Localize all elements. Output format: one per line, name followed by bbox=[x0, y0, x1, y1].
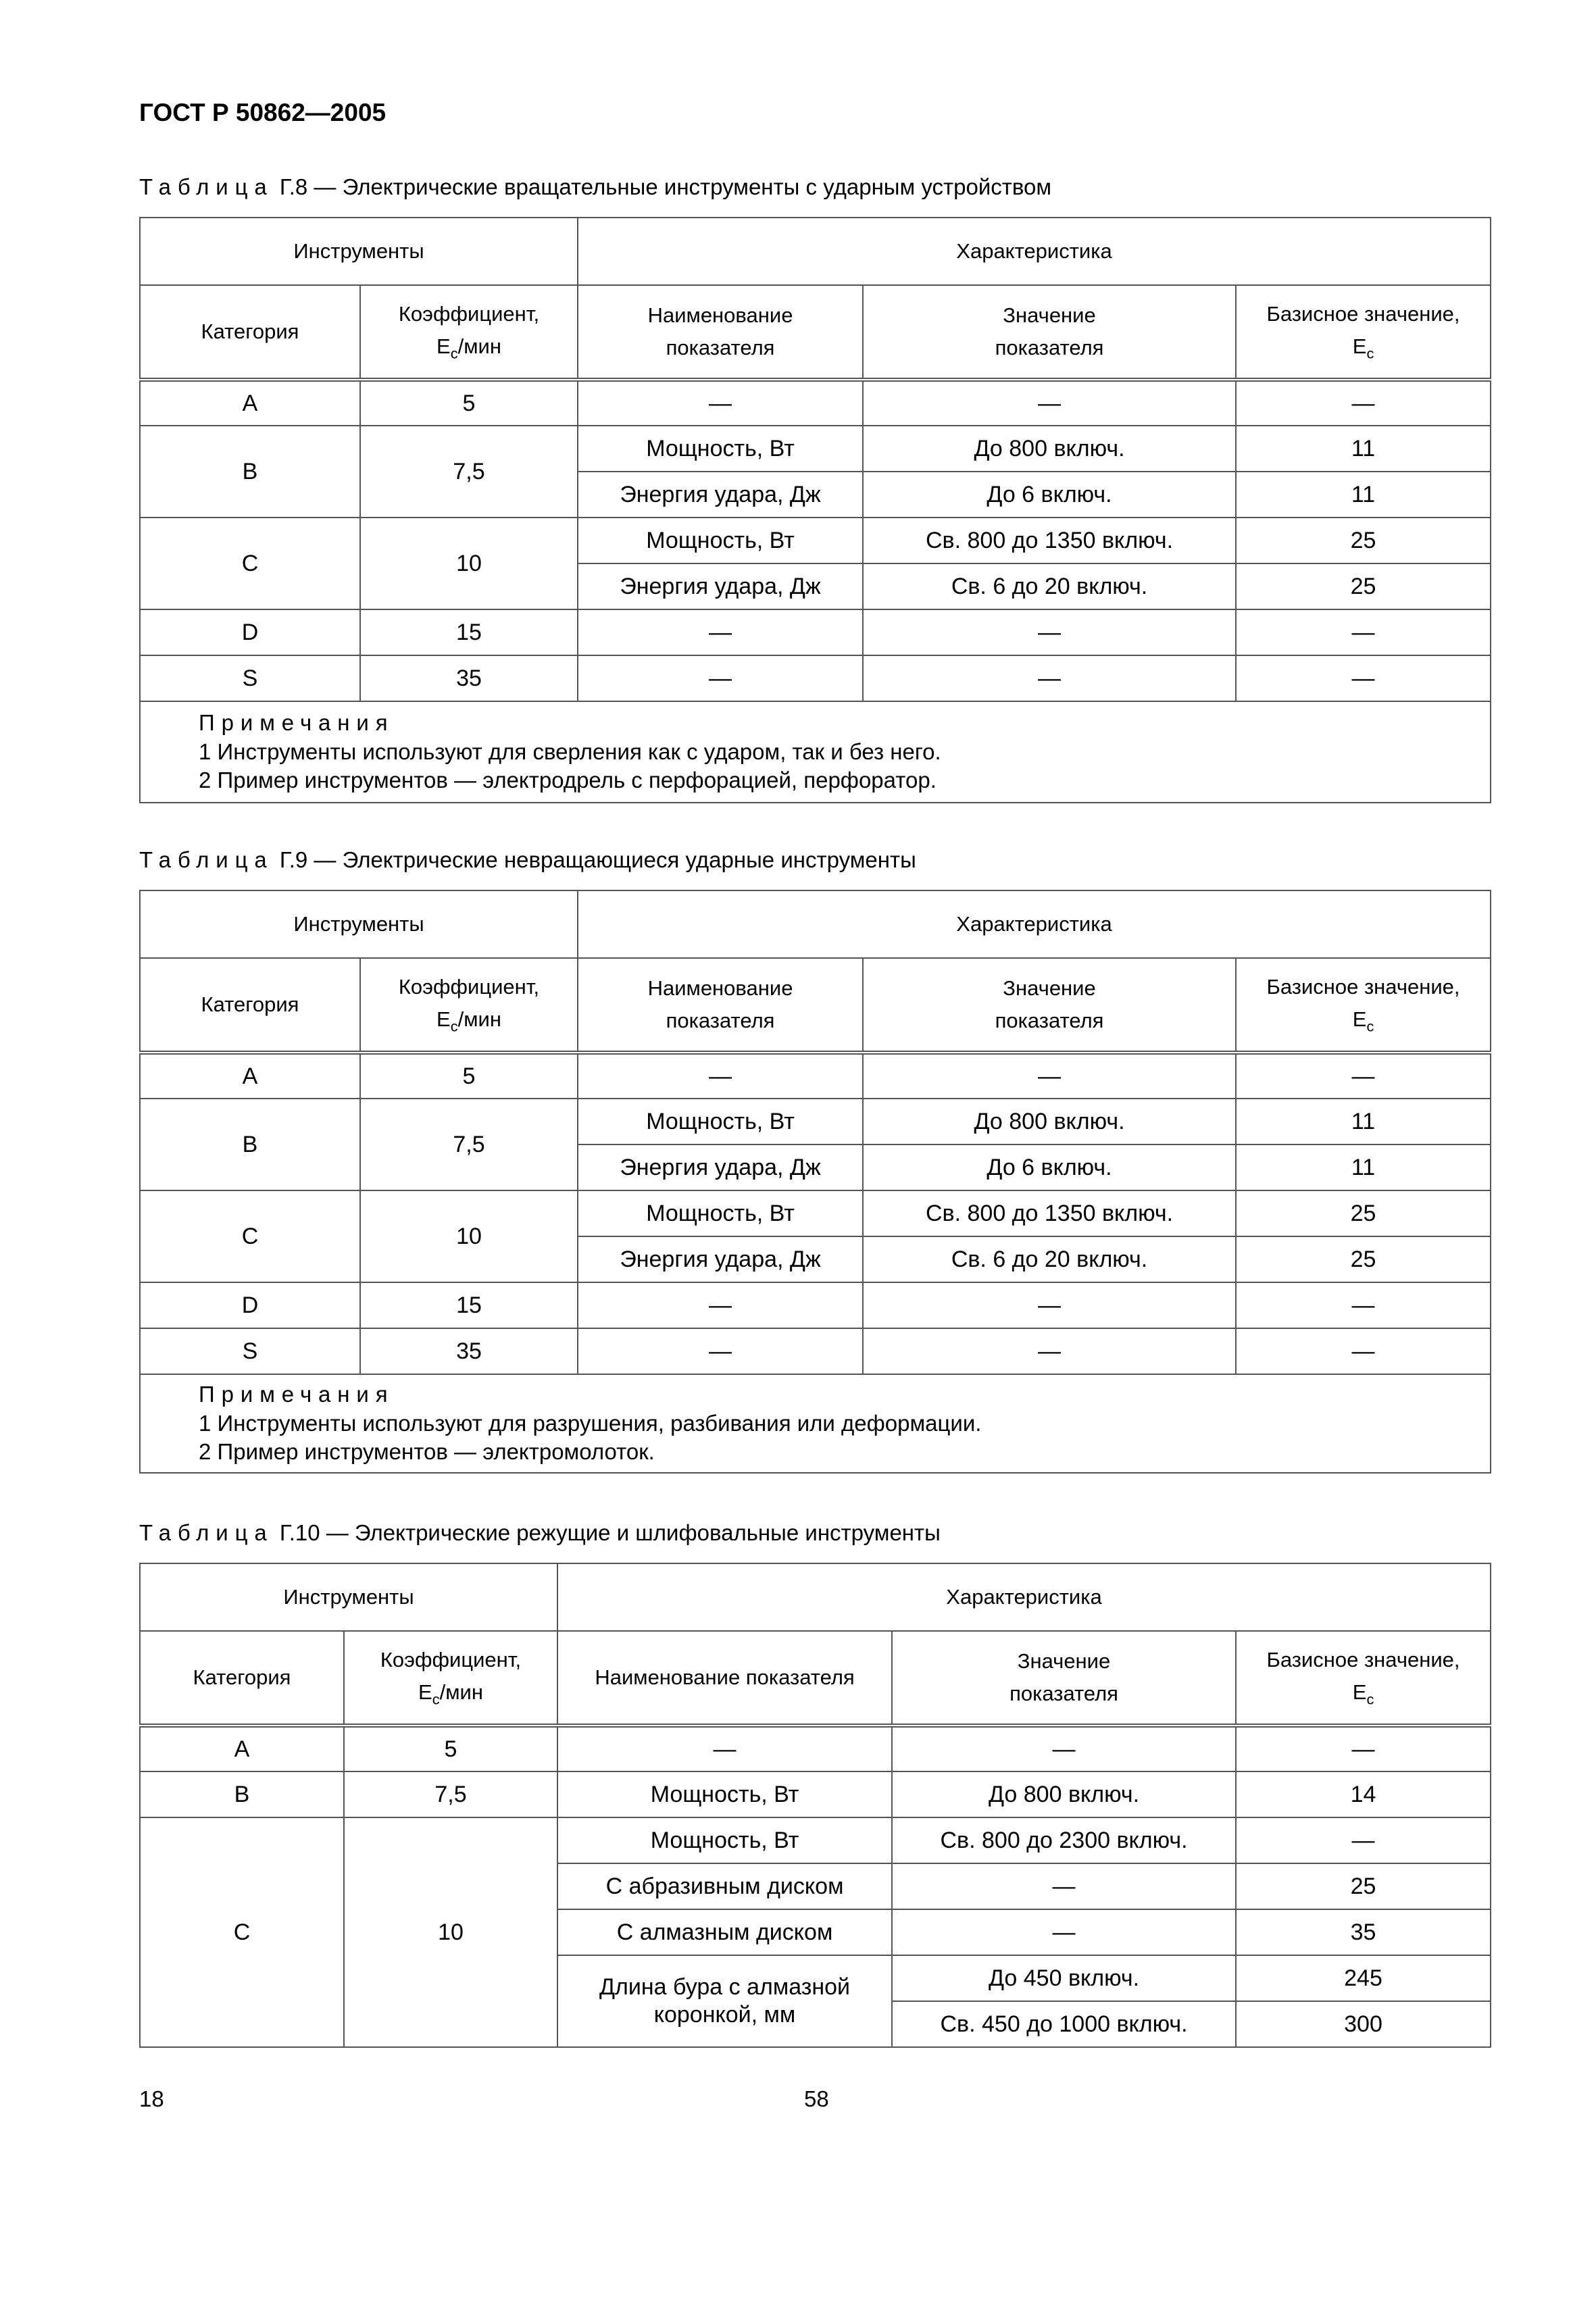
document-code: ГОСТ Р 50862—2005 bbox=[139, 99, 386, 126]
coefficient-header bbox=[360, 958, 578, 1053]
coefficient-header bbox=[360, 285, 578, 380]
cell-base: — bbox=[1236, 1053, 1491, 1099]
table-row bbox=[140, 1053, 1491, 1099]
coefficient-symbol: E bbox=[437, 1007, 451, 1032]
characteristic-header: Характеристика bbox=[557, 1563, 1491, 1631]
cell-value: Св. 6 до 20 включ. bbox=[863, 563, 1236, 609]
cell-base: 11 bbox=[1236, 472, 1491, 518]
notes-title: Примечания bbox=[199, 1381, 395, 1407]
cell-value: До 800 включ. bbox=[863, 1099, 1236, 1145]
coefficient-header bbox=[344, 1631, 557, 1726]
table-row bbox=[140, 1190, 1491, 1236]
coefficient-unit: /мин bbox=[457, 1007, 501, 1032]
table-9-notes bbox=[140, 1374, 1491, 1473]
cell-coefficient: 5 bbox=[360, 1053, 578, 1099]
cell-value: Св. 800 до 1350 включ. bbox=[863, 518, 1236, 563]
cell-name: Мощность, Вт bbox=[578, 426, 863, 472]
cell-coefficient: 35 bbox=[360, 1328, 578, 1374]
cell-value: До 800 включ. bbox=[892, 1771, 1236, 1817]
table-row bbox=[140, 218, 1491, 285]
cell-coefficient: 7,5 bbox=[360, 1099, 578, 1190]
cell-base: 14 bbox=[1236, 1771, 1491, 1817]
cell-coefficient: 10 bbox=[360, 1190, 578, 1282]
name-header-line2: показателя bbox=[666, 1009, 775, 1032]
cell-name: — bbox=[578, 380, 863, 426]
cell-category: C bbox=[140, 518, 360, 609]
cell-base: — bbox=[1236, 655, 1491, 701]
cell-base: 245 bbox=[1236, 1955, 1491, 2001]
table-10-caption-text: Г.10 — Электрические режущие и шлифовальные инструменты bbox=[273, 1520, 941, 1545]
cell-base: 25 bbox=[1236, 1236, 1491, 1282]
cell-coefficient: 7,5 bbox=[344, 1771, 557, 1817]
coefficient-subscript: c bbox=[450, 1018, 458, 1035]
name-header bbox=[578, 285, 863, 380]
coefficient-label: Коэффициент, bbox=[380, 1648, 522, 1672]
table-row bbox=[140, 890, 1491, 958]
base-value-subscript: c bbox=[1366, 345, 1374, 362]
cell-name: Энергия удара, Дж bbox=[578, 472, 863, 518]
cell-name: — bbox=[578, 655, 863, 701]
cell-name: Мощность, Вт bbox=[557, 1771, 892, 1817]
cell-category: B bbox=[140, 426, 360, 518]
value-header-line1: Значение bbox=[1003, 976, 1096, 1000]
characteristic-header: Характеристика bbox=[578, 890, 1491, 958]
table-8-caption bbox=[139, 174, 1051, 200]
cell-name: Энергия удара, Дж bbox=[578, 563, 863, 609]
base-value-label: Базисное значение, bbox=[1266, 975, 1460, 999]
cell-category: B bbox=[140, 1771, 344, 1817]
cell-base: 25 bbox=[1236, 1190, 1491, 1236]
value-header-line2: показателя bbox=[1009, 1682, 1118, 1705]
cell-base: — bbox=[1236, 1328, 1491, 1374]
base-value-symbol: E bbox=[1352, 334, 1367, 359]
cell-base: 11 bbox=[1236, 426, 1491, 472]
note-item: 1 Инструменты используют для разрушения, разбивания или деформации. bbox=[199, 1410, 982, 1436]
table-row bbox=[140, 518, 1491, 563]
cell-name: Мощность, Вт bbox=[578, 1099, 863, 1145]
cell-category: S bbox=[140, 655, 360, 701]
cell-value: — bbox=[863, 655, 1236, 701]
table-8 bbox=[139, 217, 1491, 803]
table-9-caption-prefix: Таблица bbox=[139, 847, 274, 872]
table-row bbox=[140, 655, 1491, 701]
coefficient-unit: /мин bbox=[439, 1680, 483, 1705]
name-header-line2: показателя bbox=[666, 336, 775, 359]
cell-name: — bbox=[578, 1053, 863, 1099]
base-value-header bbox=[1236, 958, 1491, 1053]
cell-coefficient: 15 bbox=[360, 609, 578, 655]
coefficient-subscript: c bbox=[432, 1691, 440, 1708]
table-row bbox=[140, 1282, 1491, 1328]
category-header: Категория bbox=[140, 958, 360, 1053]
value-header bbox=[892, 1631, 1236, 1726]
cell-name: Мощность, Вт bbox=[557, 1817, 892, 1863]
name-header bbox=[578, 958, 863, 1053]
name-header-line1: Наименование bbox=[647, 976, 793, 1000]
cell-name: — bbox=[557, 1726, 892, 1771]
cell-category: A bbox=[140, 1053, 360, 1099]
cell-name: — bbox=[578, 1282, 863, 1328]
cell-category: A bbox=[140, 380, 360, 426]
cell-value: — bbox=[892, 1909, 1236, 1955]
instruments-header: Инструменты bbox=[140, 218, 578, 285]
table-row bbox=[140, 426, 1491, 472]
cell-category: B bbox=[140, 1099, 360, 1190]
table-row bbox=[140, 609, 1491, 655]
table-10 bbox=[139, 1563, 1491, 2048]
notes-title: Примечания bbox=[199, 709, 395, 735]
coefficient-symbol: E bbox=[437, 334, 451, 359]
cell-category: D bbox=[140, 609, 360, 655]
cell-coefficient: 5 bbox=[344, 1726, 557, 1771]
cell-category: S bbox=[140, 1328, 360, 1374]
table-row bbox=[140, 701, 1491, 803]
instruments-header: Инструменты bbox=[140, 1563, 557, 1631]
cell-name: С алмазным диском bbox=[557, 1909, 892, 1955]
cell-value: — bbox=[863, 1053, 1236, 1099]
cell-name: — bbox=[578, 609, 863, 655]
cell-coefficient: 7,5 bbox=[360, 426, 578, 518]
base-value-symbol: E bbox=[1352, 1680, 1367, 1705]
category-header: Категория bbox=[140, 285, 360, 380]
cell-coefficient: 15 bbox=[360, 1282, 578, 1328]
value-header-line1: Значение bbox=[1003, 303, 1096, 327]
cell-value: До 450 включ. bbox=[892, 1955, 1236, 2001]
table-row bbox=[140, 958, 1491, 1053]
cell-name: С абразивным диском bbox=[557, 1863, 892, 1909]
cell-value: — bbox=[892, 1726, 1236, 1771]
table-row bbox=[140, 1099, 1491, 1145]
table-9-caption-text: Г.9 — Электрические невращающиеся ударные инструменты bbox=[273, 847, 916, 872]
table-10-caption-prefix: Таблица bbox=[139, 1520, 274, 1545]
coefficient-subscript: c bbox=[450, 345, 458, 362]
cell-coefficient: 5 bbox=[360, 380, 578, 426]
value-header bbox=[863, 285, 1236, 380]
table-row bbox=[140, 1726, 1491, 1771]
cell-value: До 6 включ. bbox=[863, 472, 1236, 518]
cell-value: Св. 800 до 2300 включ. bbox=[892, 1817, 1236, 1863]
table-row bbox=[140, 285, 1491, 380]
table-row bbox=[140, 1817, 1491, 1863]
table-row bbox=[140, 1328, 1491, 1374]
cell-category: A bbox=[140, 1726, 344, 1771]
cell-base: 25 bbox=[1236, 563, 1491, 609]
note-item: 2 Пример инструментов — электродрель с перфорацией, перфоратор. bbox=[199, 768, 937, 793]
value-header-line2: показателя bbox=[995, 1009, 1104, 1032]
table-row bbox=[140, 1563, 1491, 1631]
cell-value: — bbox=[863, 609, 1236, 655]
cell-name: Энергия удара, Дж bbox=[578, 1236, 863, 1282]
cell-name: Мощность, Вт bbox=[578, 1190, 863, 1236]
name-header-line1: Наименование bbox=[647, 303, 793, 327]
cell-value: Св. 450 до 1000 включ. bbox=[892, 2001, 1236, 2047]
cell-value: До 6 включ. bbox=[863, 1145, 1236, 1190]
cell-base: 11 bbox=[1236, 1099, 1491, 1145]
coefficient-symbol: E bbox=[418, 1680, 432, 1705]
cell-coefficient: 35 bbox=[360, 655, 578, 701]
coefficient-label: Коэффициент, bbox=[398, 302, 540, 326]
cell-value: — bbox=[863, 1282, 1236, 1328]
note-item: 1 Инструменты используют для сверления как с ударом, так и без него. bbox=[199, 738, 941, 764]
table-row bbox=[140, 1771, 1491, 1817]
base-value-label: Базисное значение, bbox=[1266, 302, 1460, 326]
cell-value: Св. 6 до 20 включ. bbox=[863, 1236, 1236, 1282]
cell-base: — bbox=[1236, 609, 1491, 655]
instruments-header: Инструменты bbox=[140, 890, 578, 958]
name-header: Наименование показателя bbox=[557, 1631, 892, 1726]
base-value-subscript: c bbox=[1366, 1691, 1374, 1708]
coefficient-label: Коэффициент, bbox=[398, 975, 540, 999]
base-value-subscript: c bbox=[1366, 1018, 1374, 1035]
cell-category: D bbox=[140, 1282, 360, 1328]
note-item: 2 Пример инструментов — электромолоток. bbox=[199, 1439, 655, 1465]
table-10-caption bbox=[139, 1520, 941, 1546]
table-row bbox=[140, 1631, 1491, 1726]
cell-base: — bbox=[1236, 1817, 1491, 1863]
table-8-notes bbox=[140, 701, 1491, 803]
cell-value: До 800 включ. bbox=[863, 426, 1236, 472]
table-row bbox=[140, 380, 1491, 426]
cell-category: C bbox=[140, 1817, 344, 2047]
cell-value: — bbox=[863, 1328, 1236, 1374]
cell-base: 11 bbox=[1236, 1145, 1491, 1190]
cell-value: Св. 800 до 1350 включ. bbox=[863, 1190, 1236, 1236]
cell-base: — bbox=[1236, 1726, 1491, 1771]
characteristic-header: Характеристика bbox=[578, 218, 1491, 285]
cell-base: 35 bbox=[1236, 1909, 1491, 1955]
cell-base: — bbox=[1236, 1282, 1491, 1328]
cell-name: Мощность, Вт bbox=[578, 518, 863, 563]
cell-coefficient: 10 bbox=[344, 1817, 557, 2047]
cell-value: — bbox=[863, 380, 1236, 426]
cell-name: Энергия удара, Дж bbox=[578, 1145, 863, 1190]
base-value-label: Базисное значение, bbox=[1266, 1648, 1460, 1672]
page-number-center: 58 bbox=[804, 2086, 829, 2111]
base-value-symbol: E bbox=[1352, 1007, 1367, 1032]
table-row bbox=[140, 1374, 1491, 1473]
table-8-caption-prefix: Таблица bbox=[139, 174, 274, 199]
cell-base: — bbox=[1236, 380, 1491, 426]
table-8-caption-text: Г.8 — Электрические вращательные инструменты с ударным устройством bbox=[273, 174, 1052, 199]
cell-coefficient: 10 bbox=[360, 518, 578, 609]
table-9-caption bbox=[139, 847, 916, 873]
page-number-left: 18 bbox=[139, 2086, 164, 2111]
cell-name: — bbox=[578, 1328, 863, 1374]
cell-base: 25 bbox=[1236, 1863, 1491, 1909]
table-9 bbox=[139, 890, 1491, 1474]
cell-name-line1: Длина бура с алмазной bbox=[599, 1974, 850, 2001]
coefficient-unit: /мин bbox=[457, 334, 501, 359]
category-header: Категория bbox=[140, 1631, 344, 1726]
cell-base: 25 bbox=[1236, 518, 1491, 563]
value-header-line2: показателя bbox=[995, 336, 1104, 359]
cell-name bbox=[557, 1955, 892, 2047]
cell-category: C bbox=[140, 1190, 360, 1282]
base-value-header bbox=[1236, 285, 1491, 380]
cell-name-line2: коронкой, мм bbox=[653, 2002, 796, 2028]
base-value-header bbox=[1236, 1631, 1491, 1726]
value-header bbox=[863, 958, 1236, 1053]
value-header-line1: Значение bbox=[1017, 1649, 1111, 1673]
cell-value: — bbox=[892, 1863, 1236, 1909]
cell-base: 300 bbox=[1236, 2001, 1491, 2047]
